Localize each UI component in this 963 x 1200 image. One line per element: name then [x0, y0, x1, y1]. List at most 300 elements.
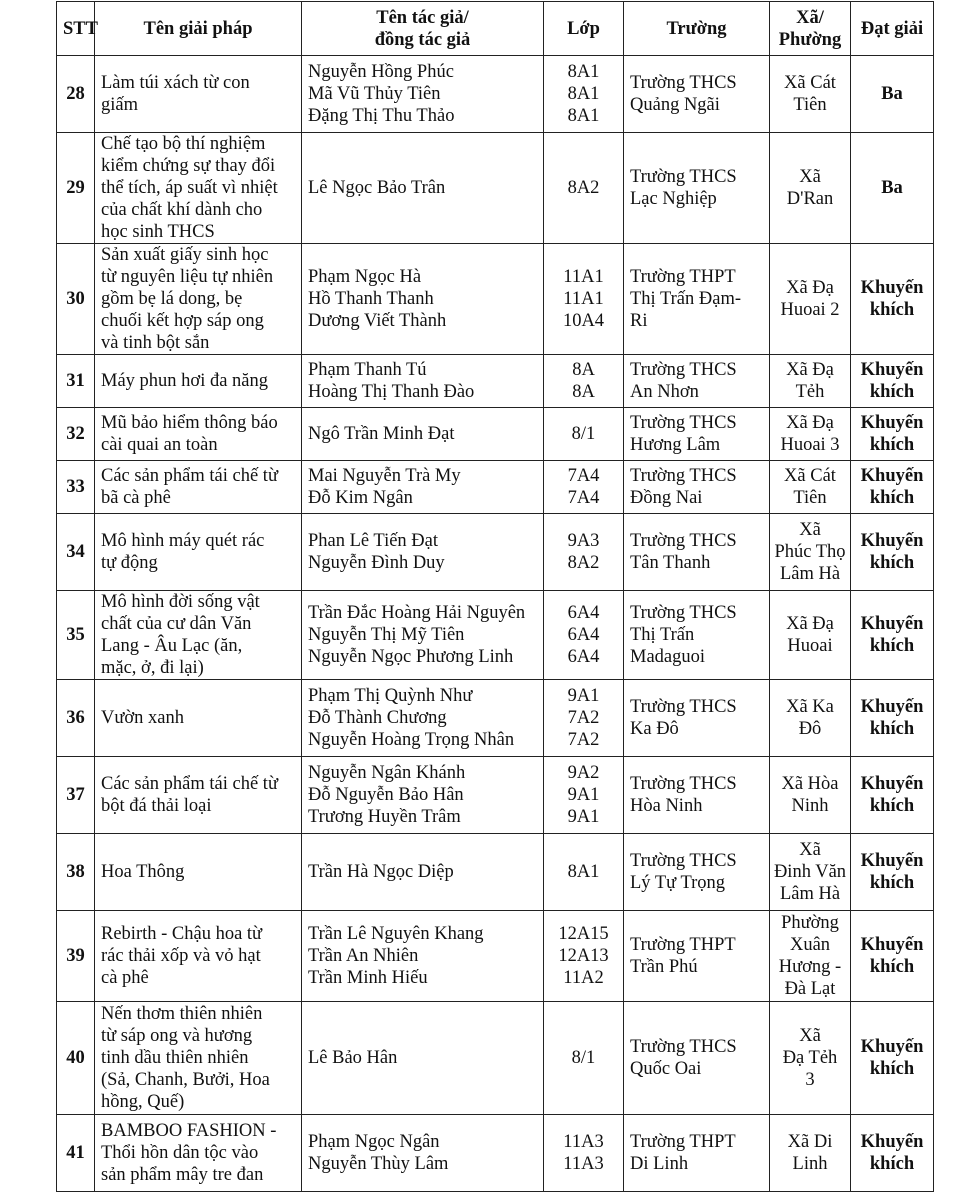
ward-line: D'Ran	[786, 189, 834, 209]
award-cell	[851, 1115, 934, 1192]
award-line: khích	[869, 636, 915, 656]
school-line: Trường THCS	[630, 73, 737, 93]
ward-cell	[770, 56, 851, 133]
authors-line: Trần Đắc Hoàng Hải Nguyên	[308, 603, 526, 623]
school-cell	[624, 408, 770, 461]
class-cell	[544, 1115, 624, 1192]
solution-name-cell	[95, 757, 302, 834]
authors-line: Nguyễn Thùy Lâm	[308, 1154, 449, 1174]
authors-line: Dương Viết Thành	[308, 311, 447, 331]
ward-line: 3	[805, 1070, 815, 1090]
solution-name-cell	[95, 834, 302, 911]
award-line: khích	[869, 553, 915, 573]
header-solution-name: Tên giải pháp	[95, 2, 302, 56]
school-cell	[624, 834, 770, 911]
class-line: 8A2	[567, 178, 600, 198]
school-line: Ka Đô	[630, 719, 679, 739]
header-stt: STT	[57, 2, 95, 56]
award-cell	[851, 355, 934, 408]
school-cell	[624, 56, 770, 133]
ward-cell	[770, 911, 851, 1002]
solution-name-line: mặc, ở, đi lại)	[101, 658, 204, 678]
award-line: Ba	[881, 178, 903, 198]
stt-cell: 31	[57, 355, 95, 408]
stt-cell: 37	[57, 757, 95, 834]
award-cell	[851, 1002, 934, 1115]
class-line: 8A2	[567, 553, 600, 573]
solution-name-cell	[95, 591, 302, 680]
class-line: 11A1	[563, 289, 604, 309]
ward-cell	[770, 834, 851, 911]
table-row	[57, 680, 934, 757]
table-row	[57, 461, 934, 514]
school-line: Lạc Nghiệp	[630, 189, 717, 209]
ward-line: Đạ Tẻh	[782, 1048, 838, 1068]
class-line: 7A4	[567, 488, 600, 508]
authors-line: Lê Bảo Hân	[308, 1048, 398, 1068]
stt-cell: 30	[57, 244, 95, 355]
authors-cell	[302, 461, 544, 514]
solution-name-cell	[95, 514, 302, 591]
class-line: 9A1	[567, 785, 600, 805]
solution-name-line: từ nguyên liệu tự nhiên	[101, 267, 274, 287]
school-line: Trường THCS	[630, 413, 737, 433]
class-line: 11A3	[563, 1132, 604, 1152]
ward-line: Hương -	[778, 957, 842, 977]
school-line: Trần Phú	[630, 957, 698, 977]
class-cell	[544, 355, 624, 408]
solution-name-line: (Sả, Chanh, Bưởi, Hoa	[101, 1070, 270, 1090]
authors-line: Hồ Thanh Thanh	[308, 289, 434, 309]
award-line: Ba	[881, 84, 903, 104]
school-line: Madaguoi	[630, 647, 706, 667]
solution-name-cell	[95, 911, 302, 1002]
award-line: Khuyến	[860, 935, 924, 955]
solution-name-cell	[95, 56, 302, 133]
school-cell	[624, 591, 770, 680]
school-cell	[624, 514, 770, 591]
solution-name-line: và tinh bột sắn	[101, 333, 210, 353]
stt-cell: 36	[57, 680, 95, 757]
stt-cell: 40	[57, 1002, 95, 1115]
award-line: Khuyến	[860, 697, 924, 717]
solution-name-cell	[95, 133, 302, 244]
stt-cell: 29	[57, 133, 95, 244]
header-ward-line: Phường	[778, 29, 842, 50]
school-line: Lý Tự Trọng	[630, 873, 726, 893]
award-line: khích	[869, 796, 915, 816]
solution-name-line: Lang - Âu Lạc (ăn,	[101, 636, 243, 656]
award-cell	[851, 56, 934, 133]
authors-line: Đỗ Kim Ngân	[308, 488, 413, 508]
class-cell	[544, 757, 624, 834]
ward-line: Xã Đạ	[786, 413, 834, 433]
school-line: Thị Trấn Đạm-	[630, 289, 741, 309]
ward-line: Đô	[798, 719, 822, 739]
authors-line: Trương Huyền Trâm	[308, 807, 461, 827]
stt-cell: 35	[57, 591, 95, 680]
solution-name-line: cà phê	[101, 968, 149, 988]
class-cell	[544, 680, 624, 757]
solution-name-line: Hoa Thông	[101, 862, 185, 882]
school-line: Trường THPT	[630, 935, 736, 955]
ward-cell	[770, 461, 851, 514]
ward-line: Đà Lạt	[784, 979, 836, 999]
ward-cell	[770, 680, 851, 757]
class-line: 8A	[572, 360, 595, 380]
ward-line: Xã	[799, 1026, 821, 1046]
award-line: khích	[869, 719, 915, 739]
authors-line: Nguyễn Hồng Phúc	[308, 62, 454, 82]
award-line: Khuyến	[860, 614, 924, 634]
school-line: Ri	[630, 311, 648, 331]
authors-cell	[302, 834, 544, 911]
header-school: Trường	[624, 2, 770, 56]
authors-line: Phan Lê Tiến Đạt	[308, 531, 439, 551]
stt-cell: 32	[57, 408, 95, 461]
school-cell	[624, 1002, 770, 1115]
award-line: Khuyến	[860, 851, 924, 871]
school-cell	[624, 244, 770, 355]
solution-name-line: Làm túi xách từ con	[101, 73, 250, 93]
ward-cell	[770, 514, 851, 591]
authors-line: Mai Nguyễn Trà My	[308, 466, 461, 486]
authors-line: Phạm Thanh Tú	[308, 360, 427, 380]
ward-line: Đinh Văn	[773, 862, 847, 882]
awards-table	[56, 1, 934, 1192]
award-cell	[851, 757, 934, 834]
table-row	[57, 244, 934, 355]
ward-line: Huoai	[787, 636, 833, 656]
table-row	[57, 56, 934, 133]
solution-name-cell	[95, 1115, 302, 1192]
ward-line: Tiên	[793, 95, 827, 115]
ward-line: Xã Ka	[786, 697, 834, 717]
solution-name-line: thể tích, áp suất vì nhiệt	[101, 178, 278, 198]
school-line: Tân Thanh	[630, 553, 711, 573]
school-cell	[624, 680, 770, 757]
school-line: Trường THCS	[630, 851, 737, 871]
solution-name-line: giấm	[101, 95, 138, 115]
class-line: 8A1	[567, 62, 600, 82]
class-line: 9A2	[567, 763, 600, 783]
solution-name-line: từ sáp ong và hương	[101, 1026, 253, 1046]
authors-line: Nguyễn Ngọc Phương Linh	[308, 647, 514, 667]
class-line: 9A3	[567, 531, 600, 551]
class-line: 6A4	[567, 603, 600, 623]
award-line: khích	[869, 957, 915, 977]
ward-line: Xã Di	[787, 1132, 833, 1152]
school-cell	[624, 133, 770, 244]
class-line: 9A1	[567, 807, 600, 827]
school-line: Hương Lâm	[630, 435, 721, 455]
authors-cell	[302, 355, 544, 408]
award-line: Khuyến	[860, 360, 924, 380]
school-cell	[624, 911, 770, 1002]
ward-cell	[770, 1115, 851, 1192]
stt-cell: 34	[57, 514, 95, 591]
solution-name-cell	[95, 244, 302, 355]
ward-line: Xuân	[789, 935, 831, 955]
stt-cell: 41	[57, 1115, 95, 1192]
solution-name-line: tinh dầu thiên nhiên	[101, 1048, 249, 1068]
class-line: 7A4	[567, 466, 600, 486]
authors-line: Nguyễn Đình Duy	[308, 553, 445, 573]
authors-line: Trần Hà Ngọc Diệp	[308, 862, 454, 882]
authors-line: Hoàng Thị Thanh Đào	[308, 382, 475, 402]
ward-line: Huoai 3	[780, 435, 840, 455]
ward-cell	[770, 244, 851, 355]
award-line: khích	[869, 435, 915, 455]
award-line: Khuyến	[860, 774, 924, 794]
header-ward-line: Xã/	[796, 7, 824, 28]
award-cell	[851, 461, 934, 514]
school-line: Đồng Nai	[630, 488, 703, 508]
school-cell	[624, 1115, 770, 1192]
ward-cell	[770, 1002, 851, 1115]
award-cell	[851, 591, 934, 680]
ward-line: Ninh	[791, 796, 829, 816]
class-cell	[544, 834, 624, 911]
class-cell	[544, 133, 624, 244]
solution-name-line: rác thải xốp và vỏ hạt	[101, 946, 261, 966]
ward-line: Xã Cát	[784, 466, 836, 486]
ward-line: Phường	[781, 913, 839, 933]
class-cell	[544, 408, 624, 461]
authors-line: Trần Minh Hiếu	[308, 968, 428, 988]
school-line: Thị Trấn	[630, 625, 695, 645]
school-cell	[624, 461, 770, 514]
table-row	[57, 514, 934, 591]
ward-line: Xã	[799, 520, 821, 540]
school-line: Trường THCS	[630, 531, 737, 551]
class-cell	[544, 56, 624, 133]
table-row	[57, 834, 934, 911]
table-row	[57, 591, 934, 680]
solution-name-cell	[95, 408, 302, 461]
stt-cell: 28	[57, 56, 95, 133]
authors-cell	[302, 680, 544, 757]
class-line: 7A2	[567, 708, 600, 728]
award-line: Khuyến	[860, 1132, 924, 1152]
ward-line: Xã	[799, 167, 821, 187]
solution-name-line: Nến thơm thiên nhiên	[101, 1004, 263, 1024]
table-row	[57, 355, 934, 408]
ward-line: Tiên	[793, 488, 827, 508]
authors-line: Phạm Ngọc Hà	[308, 267, 422, 287]
ward-line: Tẻh	[795, 382, 825, 402]
ward-line: Lâm Hà	[779, 564, 841, 584]
award-line: Khuyến	[860, 466, 924, 486]
school-line: Trường THCS	[630, 167, 737, 187]
authors-line: Nguyễn Thị Mỹ Tiên	[308, 625, 465, 645]
solution-name-line: của chất khí dành cho	[101, 200, 263, 220]
solution-name-line: tự động	[101, 553, 158, 573]
ward-line: Huoai 2	[780, 300, 840, 320]
award-line: khích	[869, 488, 915, 508]
solution-name-line: Rebirth - Chậu hoa từ	[101, 924, 263, 944]
solution-name-line: BAMBOO FASHION -	[101, 1121, 277, 1141]
ward-cell	[770, 591, 851, 680]
award-line: khích	[869, 382, 915, 402]
authors-line: Đỗ Thành Chương	[308, 708, 447, 728]
award-cell	[851, 834, 934, 911]
school-line: Trường THCS	[630, 466, 737, 486]
school-line: Trường THPT	[630, 267, 736, 287]
ward-line: Xã	[799, 840, 821, 860]
ward-line: Xã Cát	[784, 73, 836, 93]
school-cell	[624, 355, 770, 408]
class-line: 7A2	[567, 730, 600, 750]
authors-line: Đặng Thị Thu Thảo	[308, 106, 455, 126]
school-line: Trường THCS	[630, 774, 737, 794]
class-cell	[544, 591, 624, 680]
award-line: khích	[869, 1154, 915, 1174]
header-authors-line: đồng tác giả	[374, 29, 471, 50]
school-line: An Nhơn	[630, 382, 699, 402]
ward-line: Phúc Thọ	[774, 542, 846, 562]
ward-line: Linh	[792, 1154, 828, 1174]
class-cell	[544, 514, 624, 591]
award-cell	[851, 514, 934, 591]
solution-name-line: bột đá thải loại	[101, 796, 212, 816]
header-ward	[770, 2, 851, 56]
table-row	[57, 1115, 934, 1192]
award-line: Khuyến	[860, 531, 924, 551]
table-row	[57, 408, 934, 461]
authors-line: Nguyễn Ngân Khánh	[308, 763, 466, 783]
school-line: Trường THCS	[630, 697, 737, 717]
class-line: 6A4	[567, 625, 600, 645]
award-line: Khuyến	[860, 1037, 924, 1057]
ward-line: Xã Hòa	[781, 774, 839, 794]
table-row	[57, 1002, 934, 1115]
authors-cell	[302, 1002, 544, 1115]
class-cell	[544, 244, 624, 355]
ward-cell	[770, 757, 851, 834]
solution-name-line: Thổi hồn dân tộc vào	[101, 1143, 259, 1163]
school-line: Trường THPT	[630, 1132, 736, 1152]
award-cell	[851, 680, 934, 757]
authors-line: Phạm Ngọc Ngân	[308, 1132, 440, 1152]
authors-cell	[302, 591, 544, 680]
class-line: 8A	[572, 382, 595, 402]
solution-name-line: chuối kết hợp sáp ong	[101, 311, 264, 331]
solution-name-line: chất của cư dân Văn	[101, 614, 252, 634]
header-row	[57, 2, 934, 56]
authors-line: Lê Ngọc Bảo Trân	[308, 178, 446, 198]
solution-name-line: gồm bẹ lá dong, bẹ	[101, 289, 243, 309]
solution-name-line: học sinh THCS	[101, 222, 215, 242]
class-cell	[544, 911, 624, 1002]
authors-line: Trần Lê Nguyên Khang	[308, 924, 484, 944]
school-line: Trường THCS	[630, 603, 737, 623]
ward-cell	[770, 355, 851, 408]
authors-cell	[302, 244, 544, 355]
solution-name-line: Máy phun hơi đa năng	[101, 371, 269, 391]
authors-cell	[302, 408, 544, 461]
award-line: khích	[869, 1059, 915, 1079]
award-line: khích	[869, 300, 915, 320]
class-cell	[544, 1002, 624, 1115]
header-authors	[302, 2, 544, 56]
stt-cell: 39	[57, 911, 95, 1002]
authors-cell	[302, 1115, 544, 1192]
class-line: 10A4	[562, 311, 605, 331]
class-line: 11A3	[563, 1154, 604, 1174]
stt-cell: 33	[57, 461, 95, 514]
solution-name-line: Mũ bảo hiểm thông báo	[101, 413, 278, 433]
solution-name-line: hồng, Quế)	[101, 1092, 185, 1112]
class-line: 11A2	[563, 968, 604, 988]
school-line: Trường THCS	[630, 1037, 737, 1057]
solution-name-line: Sản xuất giấy sinh học	[101, 245, 269, 265]
ward-line: Xã Đạ	[786, 360, 834, 380]
solution-name-line: kiểm chứng sự thay đổi	[101, 156, 276, 176]
ward-line: Xã Đạ	[786, 278, 834, 298]
solution-name-cell	[95, 680, 302, 757]
ward-line: Xã Đạ	[786, 614, 834, 634]
solution-name-line: Các sản phẩm tái chế từ	[101, 466, 278, 486]
award-line: Khuyến	[860, 413, 924, 433]
solution-name-line: Mô hình máy quét rác	[101, 531, 265, 551]
table-row	[57, 911, 934, 1002]
solution-name-line: bã cà phê	[101, 488, 171, 508]
authors-cell	[302, 56, 544, 133]
solution-name-cell	[95, 461, 302, 514]
school-line: Quảng Ngãi	[630, 95, 720, 115]
class-line: 8/1	[571, 1048, 596, 1068]
school-line: Trường THCS	[630, 360, 737, 380]
solution-name-cell	[95, 355, 302, 408]
class-line: 8A1	[567, 862, 600, 882]
class-line: 6A4	[567, 647, 600, 667]
authors-line: Ngô Trần Minh Đạt	[308, 424, 455, 444]
authors-cell	[302, 514, 544, 591]
award-cell	[851, 244, 934, 355]
school-line: Di Linh	[630, 1154, 689, 1174]
class-line: 11A1	[563, 267, 604, 287]
stt-cell: 38	[57, 834, 95, 911]
class-line: 9A1	[567, 686, 600, 706]
class-line: 12A15	[558, 924, 609, 944]
solution-name-line: Vườn xanh	[101, 708, 185, 728]
class-line: 12A13	[558, 946, 609, 966]
table-body	[57, 56, 934, 1192]
award-cell	[851, 408, 934, 461]
solution-name-line: Mô hình đời sống vật	[101, 592, 260, 612]
class-line: 8A1	[567, 106, 600, 126]
authors-line: Nguyễn Hoàng Trọng Nhân	[308, 730, 515, 750]
award-cell	[851, 133, 934, 244]
solution-name-line: sản phẩm mây tre đan	[101, 1165, 264, 1185]
school-line: Quốc Oai	[630, 1059, 702, 1079]
school-line: Hòa Ninh	[630, 796, 703, 816]
award-cell	[851, 911, 934, 1002]
authors-line: Mã Vũ Thủy Tiên	[308, 84, 441, 104]
header-authors-line: Tên tác giả/	[376, 7, 469, 28]
award-line: Khuyến	[860, 278, 924, 298]
header-class: Lớp	[544, 2, 624, 56]
authors-cell	[302, 911, 544, 1002]
solution-name-line: Chế tạo bộ thí nghiệm	[101, 134, 266, 154]
solution-name-line: cài quai an toàn	[101, 435, 218, 455]
class-cell	[544, 461, 624, 514]
ward-cell	[770, 133, 851, 244]
authors-cell	[302, 133, 544, 244]
solution-name-cell	[95, 1002, 302, 1115]
authors-line: Trần An Nhiên	[308, 946, 419, 966]
